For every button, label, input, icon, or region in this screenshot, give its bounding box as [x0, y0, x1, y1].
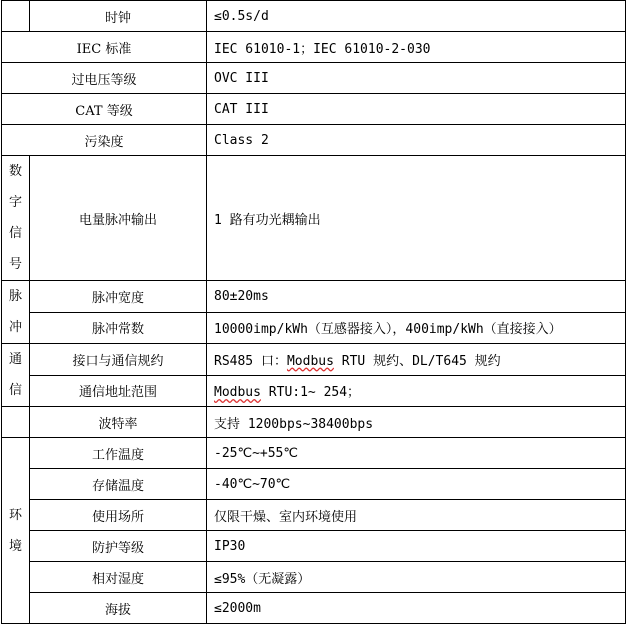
value-part: RS485 口：	[214, 353, 287, 369]
group-cell-empty	[2, 1, 30, 32]
row-value	[207, 344, 626, 376]
row-label: 接口与通信规约	[30, 344, 207, 376]
row-label: 使用场所	[30, 500, 207, 531]
table-row	[2, 63, 626, 94]
row-label: 脉冲常数	[30, 312, 207, 344]
table-row	[2, 469, 626, 500]
row-value: -40℃~70℃	[207, 469, 626, 500]
group-environment	[2, 438, 30, 624]
spellcheck-underlined-text: Modbus	[214, 385, 261, 401]
group-char: 信	[8, 226, 22, 241]
table-row	[2, 94, 626, 125]
table-row	[2, 531, 626, 562]
row-value: IEC 61010-1；IEC 61010-2-030	[207, 32, 626, 63]
row-value: 仅限干燥、室内环境使用	[207, 500, 626, 531]
group-cell-empty	[2, 407, 30, 438]
group-char: 数	[8, 164, 22, 179]
row-label: 工作温度	[30, 438, 207, 469]
row-value: ≤95%（无凝露）	[207, 562, 626, 593]
table-row	[2, 500, 626, 531]
spellcheck-underlined-text: Modbus	[286, 353, 334, 369]
group-digital-signal	[2, 156, 30, 281]
group-char: 号	[8, 257, 22, 272]
group-char: 环	[8, 507, 22, 523]
table-row	[2, 32, 626, 63]
group-char: 脉	[8, 289, 22, 304]
row-label: 存储温度	[30, 469, 207, 500]
table-row	[2, 438, 626, 469]
spec-table	[1, 0, 626, 624]
row-label: 通信地址范围	[30, 375, 207, 407]
row-label: 过电压等级	[2, 63, 207, 94]
row-label: CAT 等级	[2, 94, 207, 125]
row-label: 防护等级	[30, 531, 207, 562]
row-value: CAT III	[207, 94, 626, 125]
row-value: -25℃~+55℃	[207, 438, 626, 469]
row-value: ≤0.5s/d	[207, 1, 626, 32]
row-value: IP30	[207, 531, 626, 562]
row-label: 相对湿度	[30, 562, 207, 593]
group-pulse	[2, 281, 30, 344]
group-char: 冲	[8, 320, 22, 335]
group-char: 通	[8, 352, 22, 367]
group-char: 信	[8, 383, 22, 398]
table-row	[2, 281, 626, 313]
row-value: ≤2000m	[207, 593, 626, 624]
row-value: 80±20ms	[207, 281, 626, 313]
table-row	[2, 562, 626, 593]
table-row	[2, 1, 626, 32]
row-value: 支持 1200bps~38400bps	[207, 407, 626, 438]
group-char: 字	[8, 195, 22, 210]
row-value	[207, 375, 626, 407]
row-value: 1 路有功光耦输出	[207, 156, 626, 281]
row-label: 脉冲宽度	[30, 281, 207, 313]
row-label: IEC 标准	[2, 32, 207, 63]
row-label: 污染度	[2, 125, 207, 156]
group-communication	[2, 344, 30, 407]
value-part: RTU:1~ 254；	[260, 385, 361, 401]
table-row	[2, 312, 626, 344]
row-label: 电量脉冲输出	[30, 156, 207, 281]
row-value: Class 2	[207, 125, 626, 156]
table-row	[2, 344, 626, 376]
table-row	[2, 375, 626, 407]
row-value: 10000imp/kWh（互感器接入），400imp/kWh（直接接入）	[207, 312, 626, 344]
value-part: RTU 规约、DL/T645 规约	[333, 353, 501, 369]
table-row	[2, 125, 626, 156]
table-row	[2, 407, 626, 438]
row-label: 时钟	[30, 1, 207, 32]
table-row	[2, 156, 626, 281]
group-char: 境	[8, 538, 22, 554]
table-row	[2, 593, 626, 624]
row-label: 波特率	[30, 407, 207, 438]
row-label: 海拔	[30, 593, 207, 624]
row-value: OVC III	[207, 63, 626, 94]
